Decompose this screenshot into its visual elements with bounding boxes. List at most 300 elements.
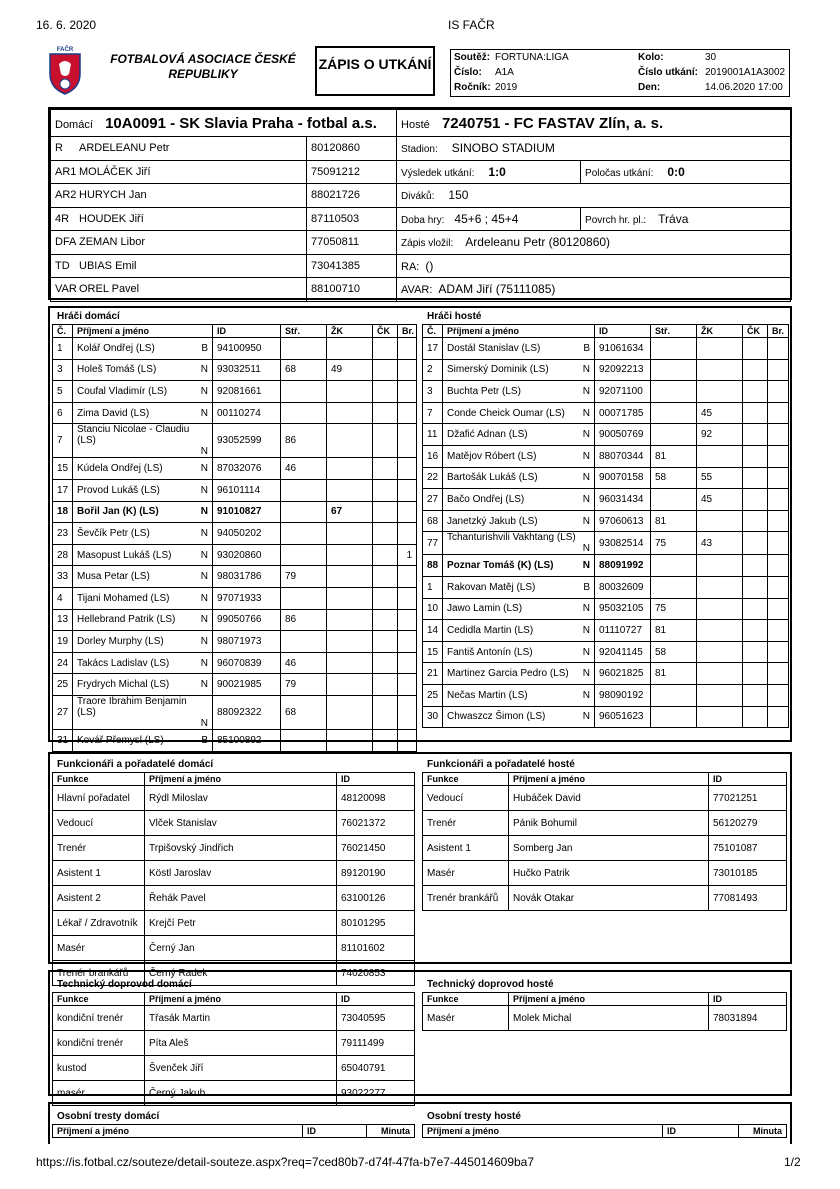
match-info-box: [450, 49, 790, 97]
player-name-cell: [443, 532, 595, 555]
red-card-minute: [743, 706, 768, 728]
red-card-minute: [743, 641, 768, 663]
den-value: 14.06.2020 17:00: [705, 82, 783, 93]
goals: [398, 652, 417, 674]
player-number: 21: [423, 663, 443, 685]
ra-value: (): [425, 258, 434, 273]
players-header-row: [423, 325, 789, 338]
soutez-label: Soutěž:: [454, 52, 491, 63]
kolo-value: 30: [705, 52, 717, 63]
player-name: Martinez Garcia Pedro (LS): [447, 668, 569, 680]
official-name-cell: [51, 184, 307, 208]
goals: [398, 523, 417, 545]
col-header: Příjmení a jméno: [509, 993, 709, 1006]
player-name-cell: [443, 663, 595, 685]
col-header: ID: [337, 773, 415, 786]
player-name: Musa Petar (LS): [77, 571, 150, 583]
yellow-card-minute: [327, 729, 373, 751]
player-name: Džafić Adnan (LS): [447, 429, 528, 441]
person-id-cell: 73010185: [709, 861, 787, 886]
player-row: [423, 576, 789, 598]
player-name: Provod Lukáš (LS): [77, 484, 160, 496]
col-header: Příjmení a jméno: [443, 325, 595, 338]
player-row: [53, 674, 417, 696]
player-row: [53, 566, 417, 588]
player-id: 97071933: [213, 587, 281, 609]
col-header: ID: [709, 993, 787, 1006]
player-number: 19: [53, 631, 73, 653]
player-id: 93052599: [213, 424, 281, 458]
table-row: [423, 1006, 787, 1031]
player-name: Coufal Vladimír (LS): [77, 385, 168, 397]
player-number: 22: [423, 467, 443, 489]
avar-label: AVAR:: [401, 284, 433, 297]
match-section: [48, 107, 792, 300]
yellow-card-minute: [697, 684, 743, 706]
substitution-minute: 58: [651, 467, 697, 489]
duration-label: Doba hry:: [401, 214, 445, 226]
goals: [768, 576, 789, 598]
red-card-minute: [373, 695, 398, 729]
player-number: 28: [53, 544, 73, 566]
table-header-row: [53, 773, 415, 786]
player-type: N: [200, 657, 208, 669]
yellow-card-minute: 49: [327, 359, 373, 381]
person-id-cell: 75101087: [709, 836, 787, 861]
yellow-card-minute: [327, 587, 373, 609]
person-name-cell: Černý Jakub: [145, 1081, 337, 1106]
person-name-cell: Novák Otakar: [509, 886, 709, 911]
red-card-minute: [743, 576, 768, 598]
goals: [768, 424, 789, 446]
player-id: 92071100: [595, 381, 651, 403]
function-cell: Masér: [423, 861, 509, 886]
person-name-cell: Řehák Pavel: [145, 886, 337, 911]
person-id-cell: 93022277: [337, 1081, 415, 1106]
players-home-table: [52, 324, 417, 752]
players-away-title: Hráči hosté: [427, 311, 482, 322]
yellow-card-minute: 45: [697, 489, 743, 511]
yellow-card-minute: [327, 674, 373, 696]
person-name-cell: Hučko Patrik: [509, 861, 709, 886]
red-card-minute: [743, 381, 768, 403]
player-name-cell: [443, 576, 595, 598]
player-id: 93020860: [213, 544, 281, 566]
yellow-card-minute: [327, 338, 373, 360]
player-id: 96051623: [595, 706, 651, 728]
result-value: 1:0: [488, 164, 506, 179]
yellow-card-minute: [327, 695, 373, 729]
player-type: N: [200, 463, 208, 475]
player-name: Nečas Martin (LS): [447, 689, 528, 701]
substitution-minute: 79: [281, 566, 327, 588]
player-name: Ševčík Petr (LS): [77, 527, 150, 539]
yellow-card-minute: [697, 445, 743, 467]
substitution-minute: [281, 523, 327, 545]
kolo-label: Kolo:: [638, 52, 664, 63]
player-type: N: [582, 560, 590, 572]
yellow-card-minute: [697, 576, 743, 598]
player-name-cell: [443, 359, 595, 381]
yellow-card-minute: 92: [697, 424, 743, 446]
person-id-cell: 81101602: [337, 936, 415, 961]
player-type: N: [200, 592, 208, 604]
table-row: [53, 1006, 415, 1031]
player-name: Jawo Lamin (LS): [447, 603, 523, 615]
official-name: UBIAS Emil: [79, 259, 137, 272]
player-type: N: [582, 472, 590, 484]
goals: [398, 338, 417, 360]
player-id: 94050202: [213, 523, 281, 545]
goals: [768, 510, 789, 532]
table-row: [53, 1056, 415, 1081]
yellow-card-minute: [327, 631, 373, 653]
substitution-minute: 79: [281, 674, 327, 696]
red-card-minute: [373, 609, 398, 631]
person-name-cell: Švenček Jiří: [145, 1056, 337, 1081]
person-name-cell: Černý Radek: [145, 961, 337, 986]
red-card-minute: [743, 424, 768, 446]
col-header: Minuta: [739, 1125, 787, 1138]
player-id: 96101114: [213, 479, 281, 501]
penal-away-title: Osobní tresty hosté: [427, 1111, 521, 1122]
player-row: [53, 587, 417, 609]
avar-value: ADAM Jiří (75111085): [438, 282, 556, 297]
player-row: [423, 620, 789, 642]
player-row: [423, 532, 789, 555]
technical-section: [48, 970, 792, 1099]
player-number: 6: [53, 402, 73, 424]
function-cell: Masér: [423, 1006, 509, 1031]
function-cell: Vedoucí: [53, 811, 145, 836]
person-name-cell: Píta Aleš: [145, 1031, 337, 1056]
red-card-minute: [743, 402, 768, 424]
player-name: Dorley Murphy (LS): [77, 635, 164, 647]
table-row: [53, 1031, 415, 1056]
substitution-minute: [651, 359, 697, 381]
table-row: [423, 836, 787, 861]
player-id: 98090192: [595, 684, 651, 706]
table-header-row: [423, 773, 787, 786]
goals: [768, 359, 789, 381]
goals: [398, 359, 417, 381]
goals: [398, 458, 417, 480]
red-card-minute: [743, 684, 768, 706]
player-id: 98071973: [213, 631, 281, 653]
goals: [398, 479, 417, 501]
penal-home-block: [52, 1110, 416, 1138]
penal-away-header: [423, 1125, 787, 1138]
player-type: N: [582, 603, 590, 615]
red-card-minute: [373, 424, 398, 458]
player-id: 92041145: [595, 641, 651, 663]
substitution-minute: [651, 489, 697, 511]
penal-home-table: [52, 1124, 415, 1138]
yellow-card-minute: [327, 424, 373, 458]
goals: [398, 729, 417, 751]
red-card-minute: [743, 510, 768, 532]
player-name: Hellebrand Patrik (LS): [77, 614, 176, 626]
player-name-cell: [73, 609, 213, 631]
goals: [398, 609, 417, 631]
substitution-minute: [281, 587, 327, 609]
player-name-cell: [73, 424, 213, 458]
player-id: 99050766: [213, 609, 281, 631]
player-type: N: [582, 624, 590, 636]
player-name-cell: [443, 598, 595, 620]
home-team-cell: [51, 110, 397, 137]
player-row: [53, 652, 417, 674]
person-id-cell: 73040595: [337, 1006, 415, 1031]
substitution-minute: 68: [281, 359, 327, 381]
player-number: 88: [423, 555, 443, 577]
player-number: 1: [423, 576, 443, 598]
goals: [768, 532, 789, 555]
away-team-name: 7240751 - FC FASTAV Zlín, a. s.: [441, 114, 664, 132]
player-name: Kolář Ondřej (LS): [77, 342, 155, 354]
goals: [398, 402, 417, 424]
col-header: ID: [709, 773, 787, 786]
col-header: Minuta: [367, 1125, 415, 1138]
penal-away-table: [422, 1124, 787, 1138]
substitution-minute: [281, 402, 327, 424]
player-id: 01110727: [595, 620, 651, 642]
player-id: 80032609: [595, 576, 651, 598]
player-row: [53, 729, 417, 751]
player-number: 68: [423, 510, 443, 532]
player-name-cell: [443, 467, 595, 489]
player-number: 3: [53, 359, 73, 381]
substitution-minute: 75: [651, 532, 697, 555]
table-row: [53, 861, 415, 886]
official-name: HURYCH Jan: [79, 189, 147, 202]
official-row: [51, 184, 791, 208]
player-number: 7: [53, 424, 73, 458]
official-name-cell: [51, 160, 307, 184]
player-id: 94100950: [213, 338, 281, 360]
player-number: 5: [53, 381, 73, 403]
red-card-minute: [373, 501, 398, 523]
player-number: 30: [423, 706, 443, 728]
soutez-value: FORTUNA:LIGA: [495, 52, 569, 63]
goals: [768, 467, 789, 489]
function-cell: kustod: [53, 1056, 145, 1081]
yellow-card-minute: [327, 381, 373, 403]
goals: 1: [398, 544, 417, 566]
footer-url[interactable]: https://is.fotbal.cz/souteze/detail-souteze.aspx?req=7ced80b7-d74f-47fa-b7e7-445014609ba7: [36, 1155, 535, 1169]
player-row: [423, 510, 789, 532]
player-name-cell: [443, 684, 595, 706]
red-card-minute: [373, 458, 398, 480]
player-number: 10: [423, 598, 443, 620]
yellow-card-minute: 55: [697, 467, 743, 489]
substitution-minute: [651, 338, 697, 360]
player-name: Chwaszcz Šimon (LS): [447, 711, 546, 723]
goals: [768, 684, 789, 706]
stadium-cell: [397, 137, 791, 161]
halftime-value: 0:0: [667, 164, 685, 179]
red-card-minute: [373, 729, 398, 751]
player-name-cell: [73, 479, 213, 501]
substitution-minute: [651, 381, 697, 403]
person-id-cell: 77081493: [709, 886, 787, 911]
player-id: 87032076: [213, 458, 281, 480]
home-label: Domácí: [55, 118, 93, 131]
player-name-cell: [73, 381, 213, 403]
player-type: B: [583, 342, 590, 354]
substitution-minute: [281, 338, 327, 360]
goals: [398, 674, 417, 696]
table-row: [53, 786, 415, 811]
official-name-cell: [51, 207, 307, 231]
goals: [768, 489, 789, 511]
stadium-value: SINOBO STADIUM: [451, 141, 555, 156]
player-row: [423, 641, 789, 663]
official-id: 77050811: [307, 231, 397, 255]
player-row: [53, 424, 417, 458]
player-name: Kúdela Ondřej (LS): [77, 463, 163, 475]
person-id-cell: 89120190: [337, 861, 415, 886]
player-id: 97060613: [595, 510, 651, 532]
player-type: N: [582, 515, 590, 527]
player-id: 00110274: [213, 402, 281, 424]
player-name: Simerský Dominik (LS): [447, 364, 549, 376]
person-name-cell: Třasák Martin: [145, 1006, 337, 1031]
person-name-cell: Hubáček David: [509, 786, 709, 811]
teams-row: [51, 110, 791, 137]
entered-by-label: Zápis vložil:: [401, 238, 454, 250]
player-type: N: [582, 407, 590, 419]
player-number: 15: [423, 641, 443, 663]
person-name-cell: Somberg Jan: [509, 836, 709, 861]
logo-text: FAČR: [56, 47, 74, 53]
function-cell: Hlavní pořadatel: [53, 786, 145, 811]
player-name: Dostál Stanislav (LS): [447, 342, 541, 354]
func-away-title: Funkcionáři a pořadatelé hosté: [427, 759, 575, 770]
official-name-cell: [51, 137, 307, 161]
players-home-title: Hráči domácí: [57, 311, 120, 322]
player-row: [53, 544, 417, 566]
player-row: [423, 445, 789, 467]
print-date: 16. 6. 2020: [36, 18, 97, 32]
yellow-card-minute: [327, 523, 373, 545]
red-card-minute: [373, 587, 398, 609]
player-name: Zima David (LS): [77, 407, 150, 419]
yellow-card-minute: [697, 338, 743, 360]
away-team-cell: [397, 110, 791, 137]
table-row: [53, 911, 415, 936]
player-type: N: [582, 493, 590, 505]
goals: [768, 338, 789, 360]
player-type: N: [582, 711, 590, 723]
func-home-table: [52, 772, 415, 986]
tech-home-title: Technický doprovod domácí: [57, 979, 192, 990]
player-name-cell: [73, 652, 213, 674]
player-name-cell: [443, 510, 595, 532]
player-name: Bačo Ondřej (LS): [447, 493, 525, 505]
goals: [768, 706, 789, 728]
player-id: 96031434: [595, 489, 651, 511]
player-number: 33: [53, 566, 73, 588]
player-id: 90021985: [213, 674, 281, 696]
player-number: 24: [53, 652, 73, 674]
person-id-cell: 79111499: [337, 1031, 415, 1056]
player-name-cell: [443, 641, 595, 663]
player-name: Poznar Tomáš (K) (LS): [447, 560, 554, 572]
player-id: 95032105: [595, 598, 651, 620]
player-name-cell: [443, 706, 595, 728]
yellow-card-minute: [327, 402, 373, 424]
player-number: 3: [423, 381, 443, 403]
player-row: [423, 338, 789, 360]
player-name-cell: [73, 458, 213, 480]
col-header: Funkce: [53, 993, 145, 1006]
player-number: 27: [423, 489, 443, 511]
player-number: 31: [53, 729, 73, 751]
goals: [768, 555, 789, 577]
official-id: 88100710: [307, 278, 397, 302]
substitution-minute: [281, 544, 327, 566]
player-name: Kovář Přemysl (LS): [77, 734, 164, 746]
substitution-minute: [651, 576, 697, 598]
tech-home-block: [52, 978, 416, 1106]
surface-label: Povrch hr. pl.:: [585, 214, 647, 226]
yellow-card-minute: [697, 598, 743, 620]
player-name-cell: [443, 445, 595, 467]
player-number: 27: [53, 695, 73, 729]
goals: [398, 587, 417, 609]
player-name: Frydrych Michal (LS): [77, 679, 170, 691]
red-card-minute: [743, 555, 768, 577]
player-type: N: [582, 385, 590, 397]
substitution-minute: 75: [651, 598, 697, 620]
function-cell: Trenér brankářů: [53, 961, 145, 986]
substitution-minute: 58: [651, 641, 697, 663]
duration-value: 45+6 ; 45+4: [454, 211, 519, 226]
table-row: [423, 861, 787, 886]
spectators-value: 150: [448, 188, 469, 203]
person-id-cell: 48120098: [337, 786, 415, 811]
player-type: N: [582, 429, 590, 441]
player-type: N: [582, 689, 590, 701]
official-row: [51, 137, 791, 161]
yellow-card-minute: [327, 479, 373, 501]
person-id-cell: 80101295: [337, 911, 415, 936]
col-header: Br.: [768, 325, 789, 338]
col-header: ŽK: [327, 325, 373, 338]
player-id: 00071785: [595, 402, 651, 424]
player-id: 92092213: [595, 359, 651, 381]
player-type: N: [200, 571, 208, 583]
player-id: 92081661: [213, 381, 281, 403]
player-id: 93032511: [213, 359, 281, 381]
player-name: Rakovan Matěj (LS): [447, 581, 536, 593]
away-label: Hosté: [401, 118, 430, 131]
player-number: 17: [423, 338, 443, 360]
col-header: Příjmení a jméno: [53, 1125, 303, 1138]
player-name: Takács Ladislav (LS): [77, 657, 170, 669]
player-type: N: [200, 446, 208, 458]
function-cell: kondiční trenér: [53, 1031, 145, 1056]
person-id-cell: 63100126: [337, 886, 415, 911]
player-number: 25: [53, 674, 73, 696]
penal-home-title: Osobní tresty domácí: [57, 1111, 160, 1122]
red-card-minute: [743, 445, 768, 467]
red-card-minute: [743, 467, 768, 489]
red-card-minute: [743, 489, 768, 511]
goals: [398, 501, 417, 523]
player-name: Matějov Róbert (LS): [447, 450, 537, 462]
